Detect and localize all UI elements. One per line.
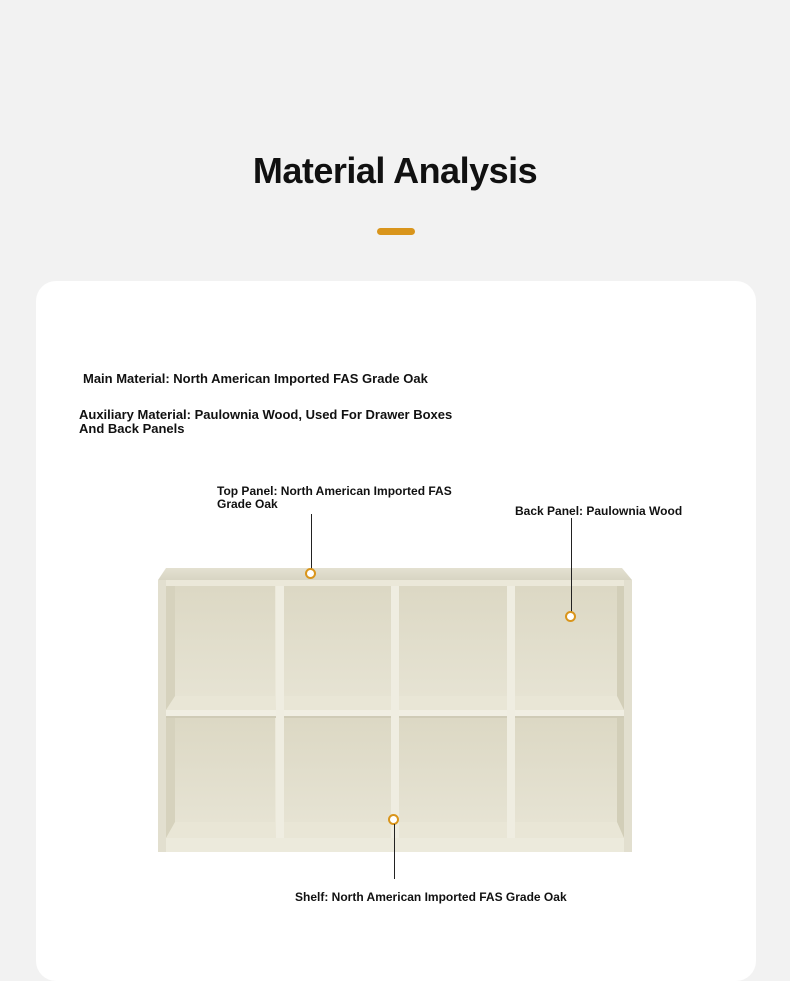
back-panel-marker bbox=[565, 611, 576, 622]
bottom-panel bbox=[166, 838, 624, 852]
cubby bbox=[399, 718, 507, 822]
cubby bbox=[284, 586, 391, 696]
top-panel-label-line-1: Top Panel: North American Imported FAS bbox=[217, 484, 452, 498]
top-panel-label bbox=[217, 485, 452, 511]
page-title: Material Analysis bbox=[252, 150, 538, 191]
top-panel-label-line-2: Grade Oak bbox=[217, 497, 278, 511]
top-panel bbox=[158, 568, 632, 580]
cubby bbox=[515, 718, 617, 822]
shelf-label: Shelf: North American Imported FAS Grade Oak bbox=[295, 890, 567, 904]
cubby bbox=[175, 586, 275, 696]
auxiliary-material-line-1: Auxiliary Material: Paulownia Wood, Used For Drawer Boxes bbox=[79, 407, 453, 422]
top-panel-leader-line bbox=[311, 514, 312, 569]
divider bbox=[276, 586, 284, 838]
cubby bbox=[284, 718, 391, 822]
divider bbox=[507, 586, 515, 838]
auxiliary-material-line-2: And Back Panels bbox=[79, 421, 185, 436]
main-material-text: Main Material: North American Imported FAS Grade Oak bbox=[83, 371, 428, 386]
top-panel-marker bbox=[305, 568, 316, 579]
shelf-leader-line bbox=[394, 824, 395, 879]
divider bbox=[391, 586, 399, 838]
cubby bbox=[175, 718, 275, 822]
back-panel-label: Back Panel: Paulownia Wood bbox=[515, 504, 683, 518]
cubby bbox=[515, 586, 617, 696]
cubby bbox=[399, 586, 507, 696]
back-panel-leader-line bbox=[571, 518, 572, 612]
